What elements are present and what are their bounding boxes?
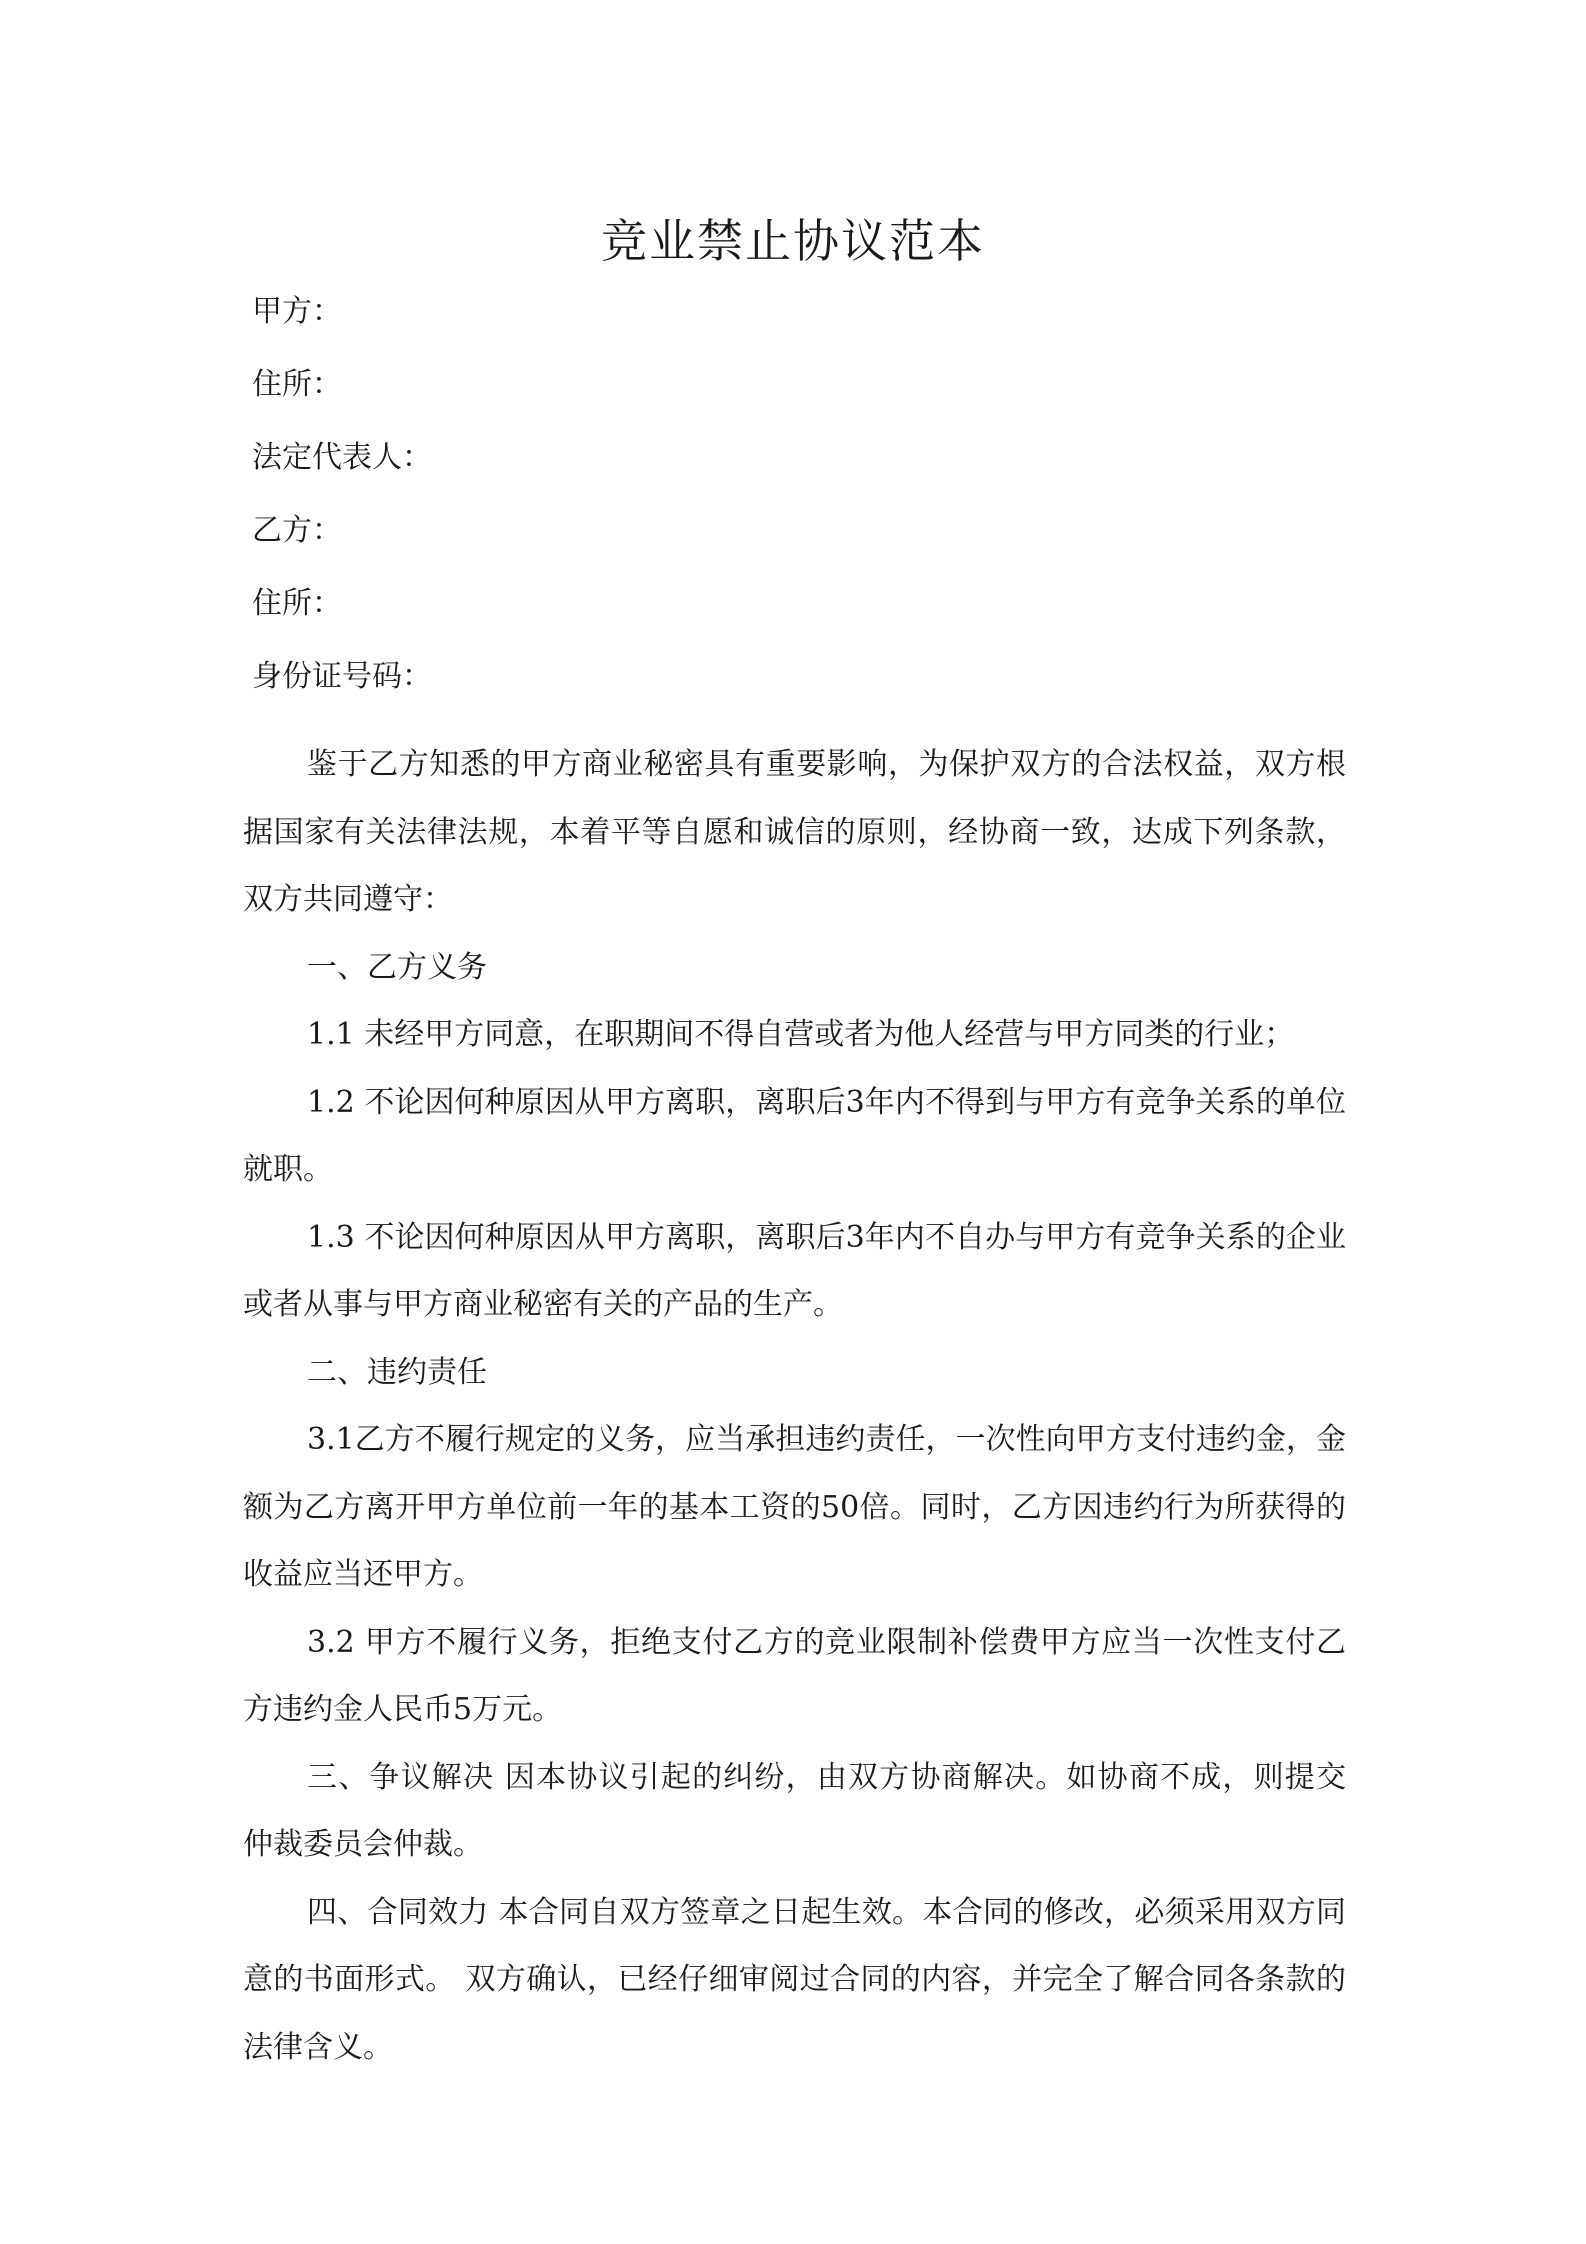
section-heading-obligations: 一、乙方义务 bbox=[307, 949, 487, 985]
party-a-legal-rep-label: 法定代表人： bbox=[252, 440, 432, 475]
party-b-id-number-label: 身份证号码： bbox=[252, 659, 432, 694]
clause-3-1: 3.1乙方不履行规定的义务，应当承担违约责任，一次性向甲方支付违约金，金额为乙方离开甲方单位前一年的基本工资的50倍。同时，乙方因违约行为所获得的收益应当还甲方。 bbox=[243, 1422, 1346, 1592]
clause-1-2: 1.2 不论因何种原因从甲方离职，离职后3年内不得到与甲方有竞争关系的单位就职。 bbox=[243, 1084, 1346, 1187]
clause-1-3: 1.3 不论因何种原因从甲方离职，离职后3年内不自办与甲方有竞争关系的企业或者从事与甲方商业秘密有关的产品的生产。 bbox=[243, 1219, 1346, 1322]
party-a-address-label: 住所： bbox=[252, 367, 342, 402]
party-b-address-label: 住所： bbox=[252, 586, 342, 621]
section-contract-effectiveness: 四、合同效力 本合同自双方签章之日起生效。本合同的修改，必须采用双方同意的书面形式。 双方确认，已经仔细审阅过合同的内容，并完全了解合同各条款的法律含义。 bbox=[243, 1894, 1346, 2065]
clause-1-1: 1.1 未经甲方同意，在职期间不得自营或者为他人经营与甲方同类的行业； bbox=[307, 1017, 1295, 1052]
section-dispute-resolution: 三、争议解决 因本协议引起的纠纷，由双方协商解决。如协商不成，则提交 仲裁委员会仲裁。 bbox=[243, 1759, 1346, 1862]
clause-3-2: 3.2 甲方不履行义务，拒绝支付乙方的竞业限制补偿费甲方应当一次性支付乙方违约金人民币5万元。 bbox=[243, 1624, 1346, 1727]
party-a-label: 甲方： bbox=[252, 294, 342, 329]
agreement-body bbox=[243, 731, 1346, 2081]
party-info-block bbox=[252, 292, 432, 730]
document-title: 竞业禁止协议范本 bbox=[601, 214, 985, 268]
party-b-label: 乙方： bbox=[252, 513, 342, 548]
section-heading-liability: 二、违约责任 bbox=[307, 1354, 487, 1390]
preamble-paragraph: 鉴于乙方知悉的甲方商业秘密具有重要影响，为保护双方的合法权益，双方根据国家有关法律法规，本着平等自愿和诚信的原则，经协商一致，达成下列条款，双方共同遵守： bbox=[243, 747, 1346, 917]
